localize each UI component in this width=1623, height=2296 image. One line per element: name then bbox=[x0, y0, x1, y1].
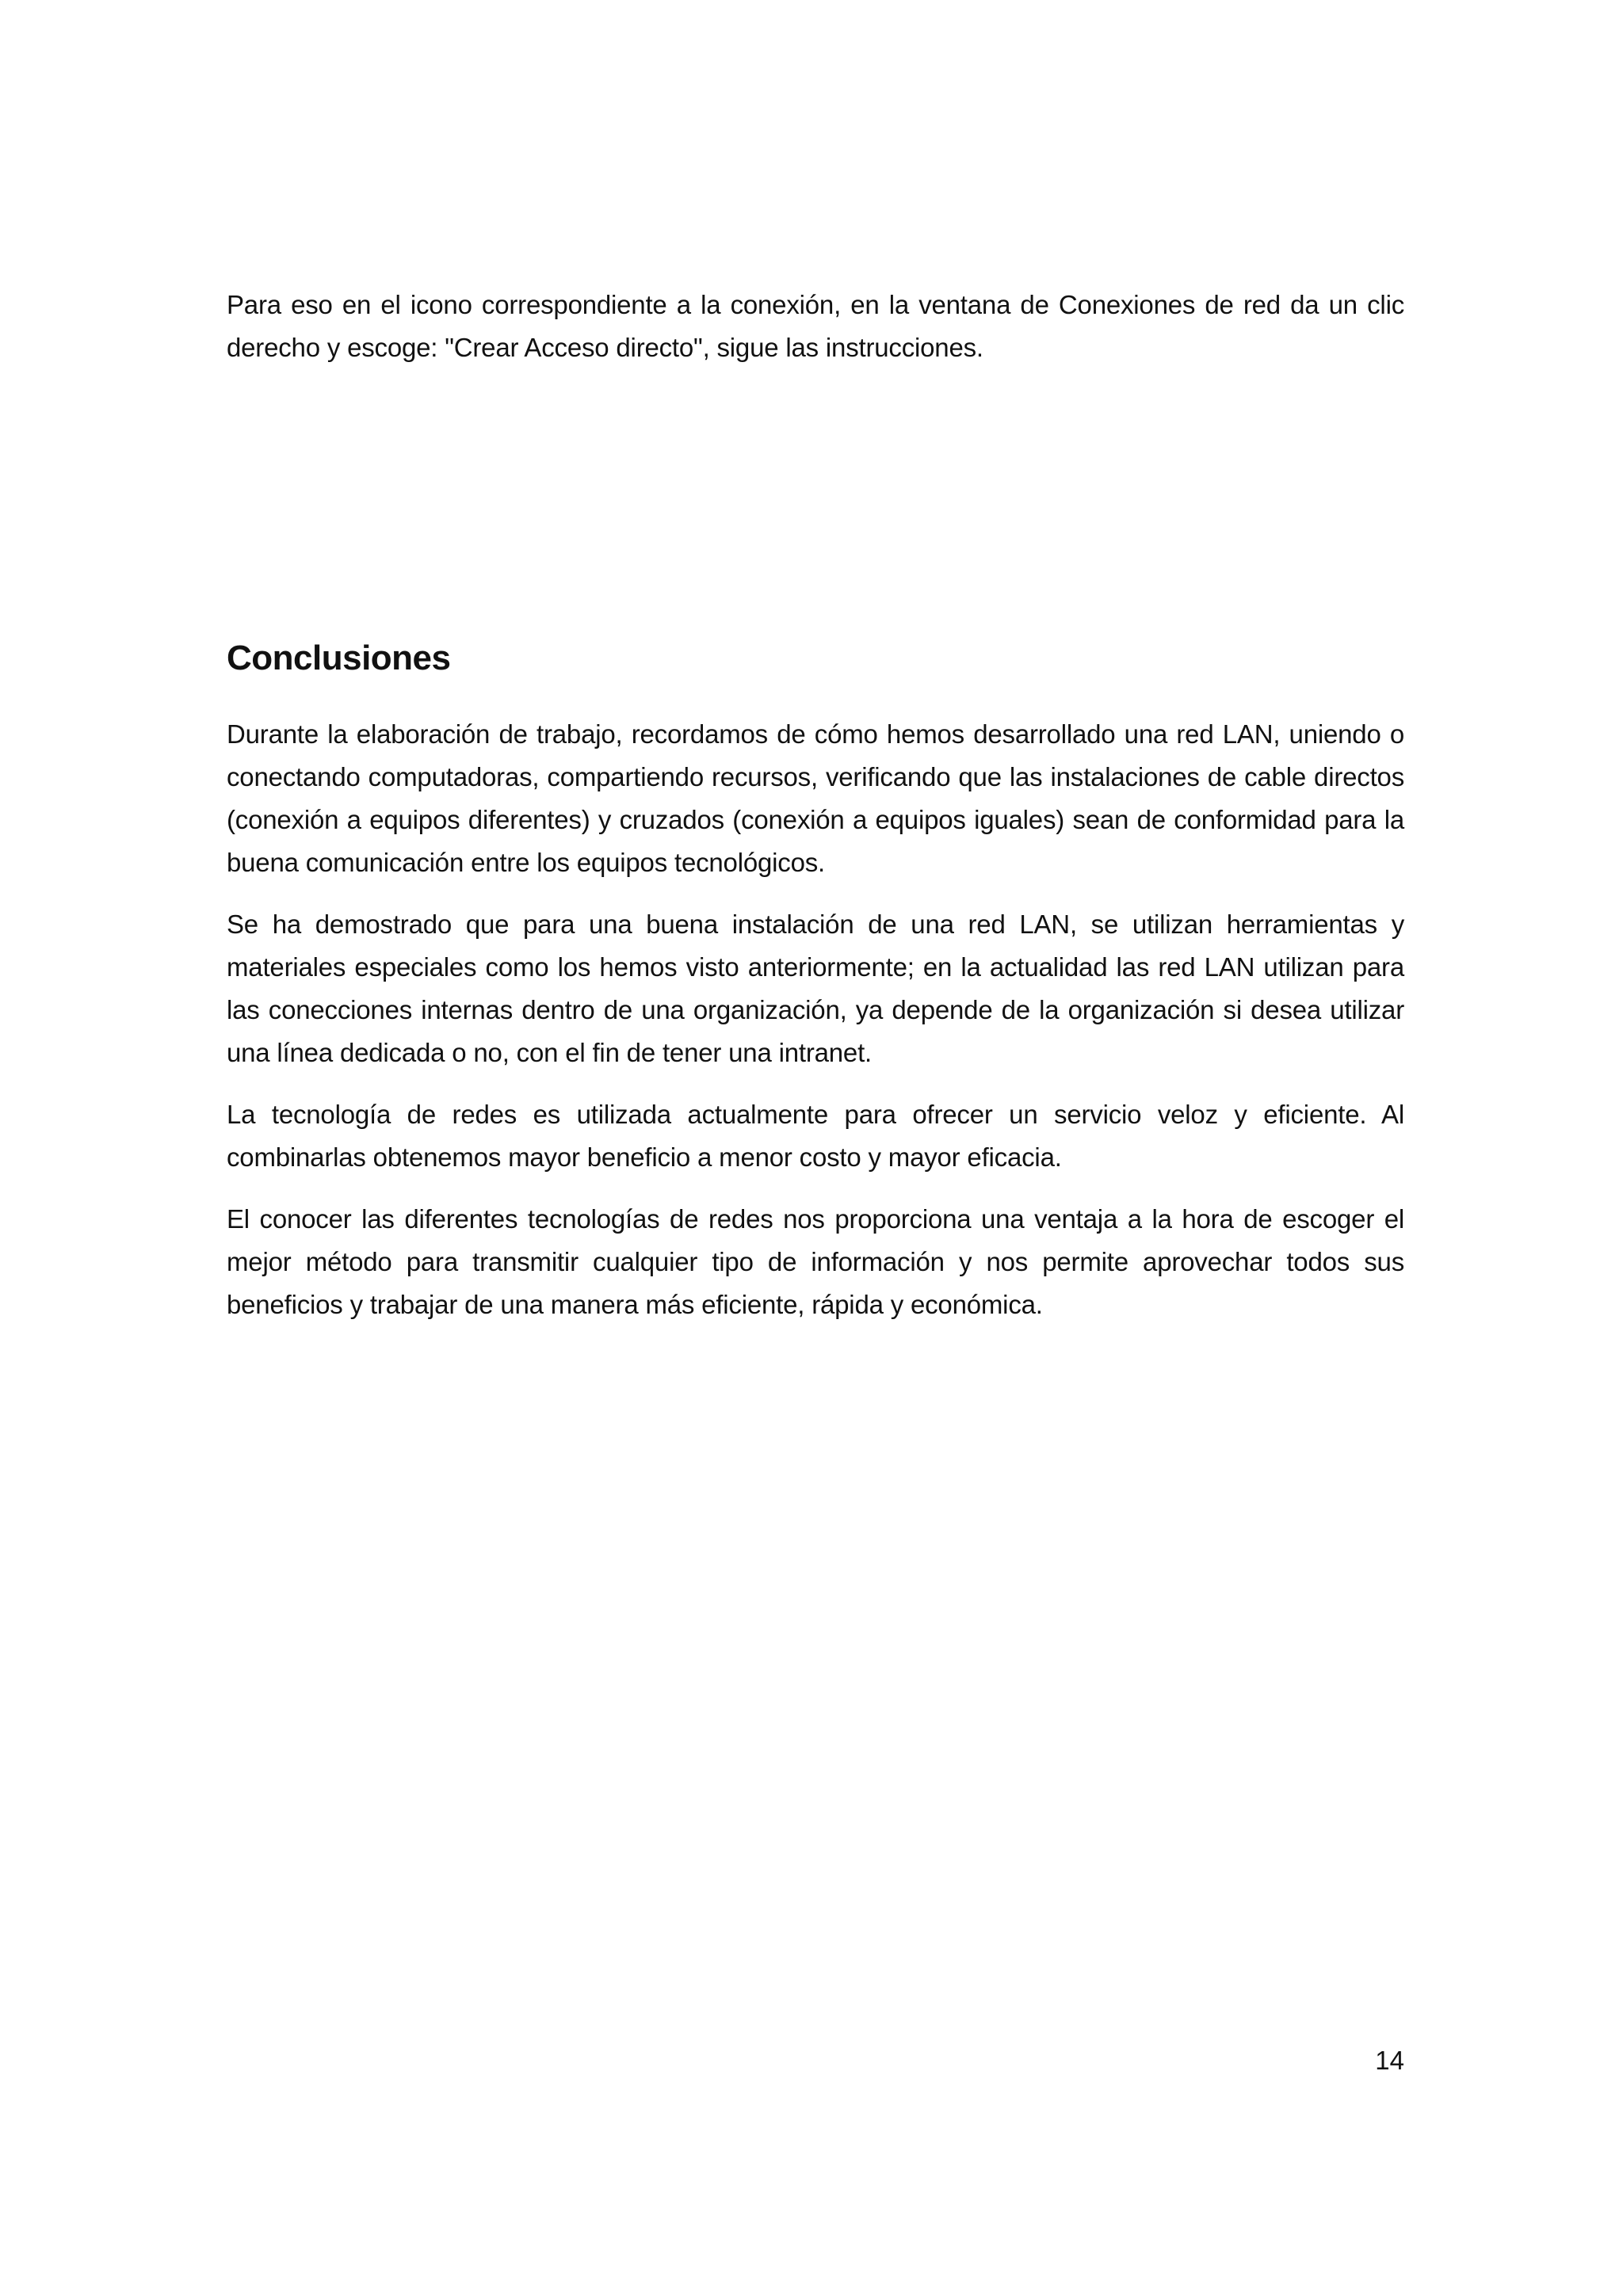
conclusion-paragraph: Durante la elaboración de trabajo, recordamos de cómo hemos desarrollado una red LAN, uniendo o conectando computadoras, compartiendo recursos, verificando que las instalaciones de cable directos (conexión a equipos diferentes) y cruzados (conexión a equipos iguales) sean de conformidad para la buena comunicación entre los equipos tecnológicos. bbox=[227, 719, 1404, 877]
section-heading: Conclusiones bbox=[227, 639, 451, 677]
intro-paragraph: Para eso en el icono correspondiente a la conexión, en la ventana de Conexiones de red da un clic derecho y escoge: "Crear Acceso directo", sigue las instrucciones. bbox=[227, 290, 1404, 362]
conclusion-paragraph: La tecnología de redes es utilizada actualmente para ofrecer un servicio veloz y eficiente. Al combinarlas obtenemos mayor beneficio a menor costo y mayor eficacia. bbox=[227, 1100, 1404, 1172]
page-number: 14 bbox=[1375, 2046, 1404, 2075]
conclusion-paragraph: El conocer las diferentes tecnologías de redes nos proporciona una ventaja a la hora de escoger el mejor método para transmitir cualquier tipo de información y nos permite aprovechar todos sus beneficios y trabajar de una manera más eficiente, rápida y económica. bbox=[227, 1204, 1404, 1319]
conclusions-body bbox=[227, 713, 1404, 1345]
conclusion-paragraph: Se ha demostrado que para una buena instalación de una red LAN, se utilizan herramientas y materiales especiales como los hemos visto anteriormente; en la actualidad las red LAN utilizan para las conecciones internas dentro de una organización, ya depende de la organización si desea utilizar una línea dedicada o no, con el fin de tener una intranet. bbox=[227, 910, 1404, 1067]
intro-section bbox=[227, 284, 1404, 369]
